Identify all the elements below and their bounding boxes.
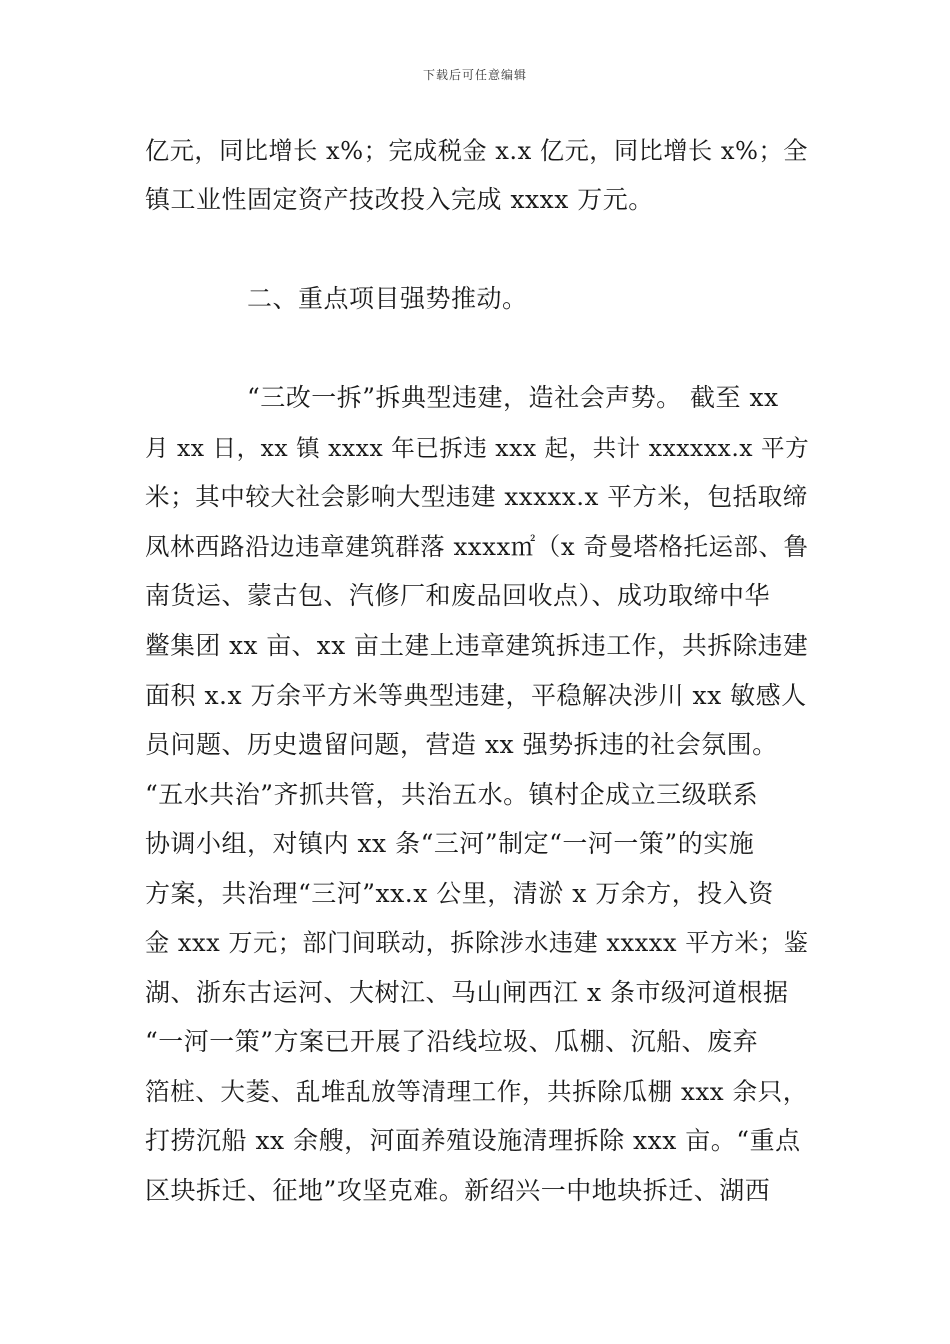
paragraph-line: 方案，共治理“三河”xx.x 公里，清淤 x 万余方，投入资: [145, 879, 774, 908]
paragraph-line: 南货运、蒙古包、汽修厂和废品回收点）、成功取缔中华: [145, 581, 771, 610]
paragraph-line: 凤林西路沿边违章建筑群落 xxxx㎡（x 奇曼塔格托运部、鲁: [145, 532, 809, 561]
paragraph-line: 箔桩、大菱、乱堆乱放等清理工作，共拆除瓜棚 xxx 余只，: [145, 1077, 808, 1106]
paragraph-line: “五水共治”齐抓共管，共治五水。镇村企成立三级联系: [145, 780, 759, 809]
page-header: 下载后可任意编辑: [422, 68, 527, 82]
paragraph-line: 员问题、历史遗留问题，营造 xx 强势拆违的社会氛围。: [145, 730, 778, 759]
paragraph-line: 金 xxx 万元；部门间联动，拆除涉水违建 xxxxx 平方米；鉴: [145, 929, 809, 957]
paragraph-line: 镇工业性固定资产技改投入完成 xxxx 万元。: [145, 185, 654, 214]
paragraph-line: “三改一拆”拆典型违建，造社会声势。 截至 xx: [247, 383, 779, 412]
paragraph-line: 亿元，同比增长 x%；完成税金 x.x 亿元，同比增长 x%；全: [145, 137, 808, 165]
paragraph-line: 米；其中较大社会影响大型违建 xxxxx.x 平方米，包括取缔: [145, 482, 808, 511]
paragraph-line: 湖、浙东古运河、大树江、马山闸西江 x 条市级河道根据: [145, 978, 789, 1007]
paragraph-line: 协调小组，对镇内 xx 条“三河”制定“一河一策”的实施: [145, 829, 755, 858]
paragraph-line: 面积 x.x 万余平方米等典型违建，平稳解决涉川 xx 敏感人: [145, 681, 807, 710]
paragraph-line: 区块拆迁、征地”攻坚克难。新绍兴一中地块拆迁、湖西: [145, 1176, 771, 1205]
paragraph-line: “一河一策”方案已开展了沿线垃圾、瓜棚、沉船、废弃: [145, 1027, 759, 1056]
paragraph-line: 月 xx 日，xx 镇 xxxx 年已拆违 xxx 起，共计 xxxxxx.x 平方: [145, 434, 810, 462]
paragraph-line: 打捞沉船 xx 余艘，河面养殖设施清理拆除 xxx 亩。“重点: [145, 1126, 801, 1155]
section-heading: 二、重点项目强势推动。: [247, 284, 528, 313]
paragraph-line: 鳖集团 xx 亩、xx 亩土建上违章建筑拆违工作，共拆除违建: [145, 631, 809, 660]
